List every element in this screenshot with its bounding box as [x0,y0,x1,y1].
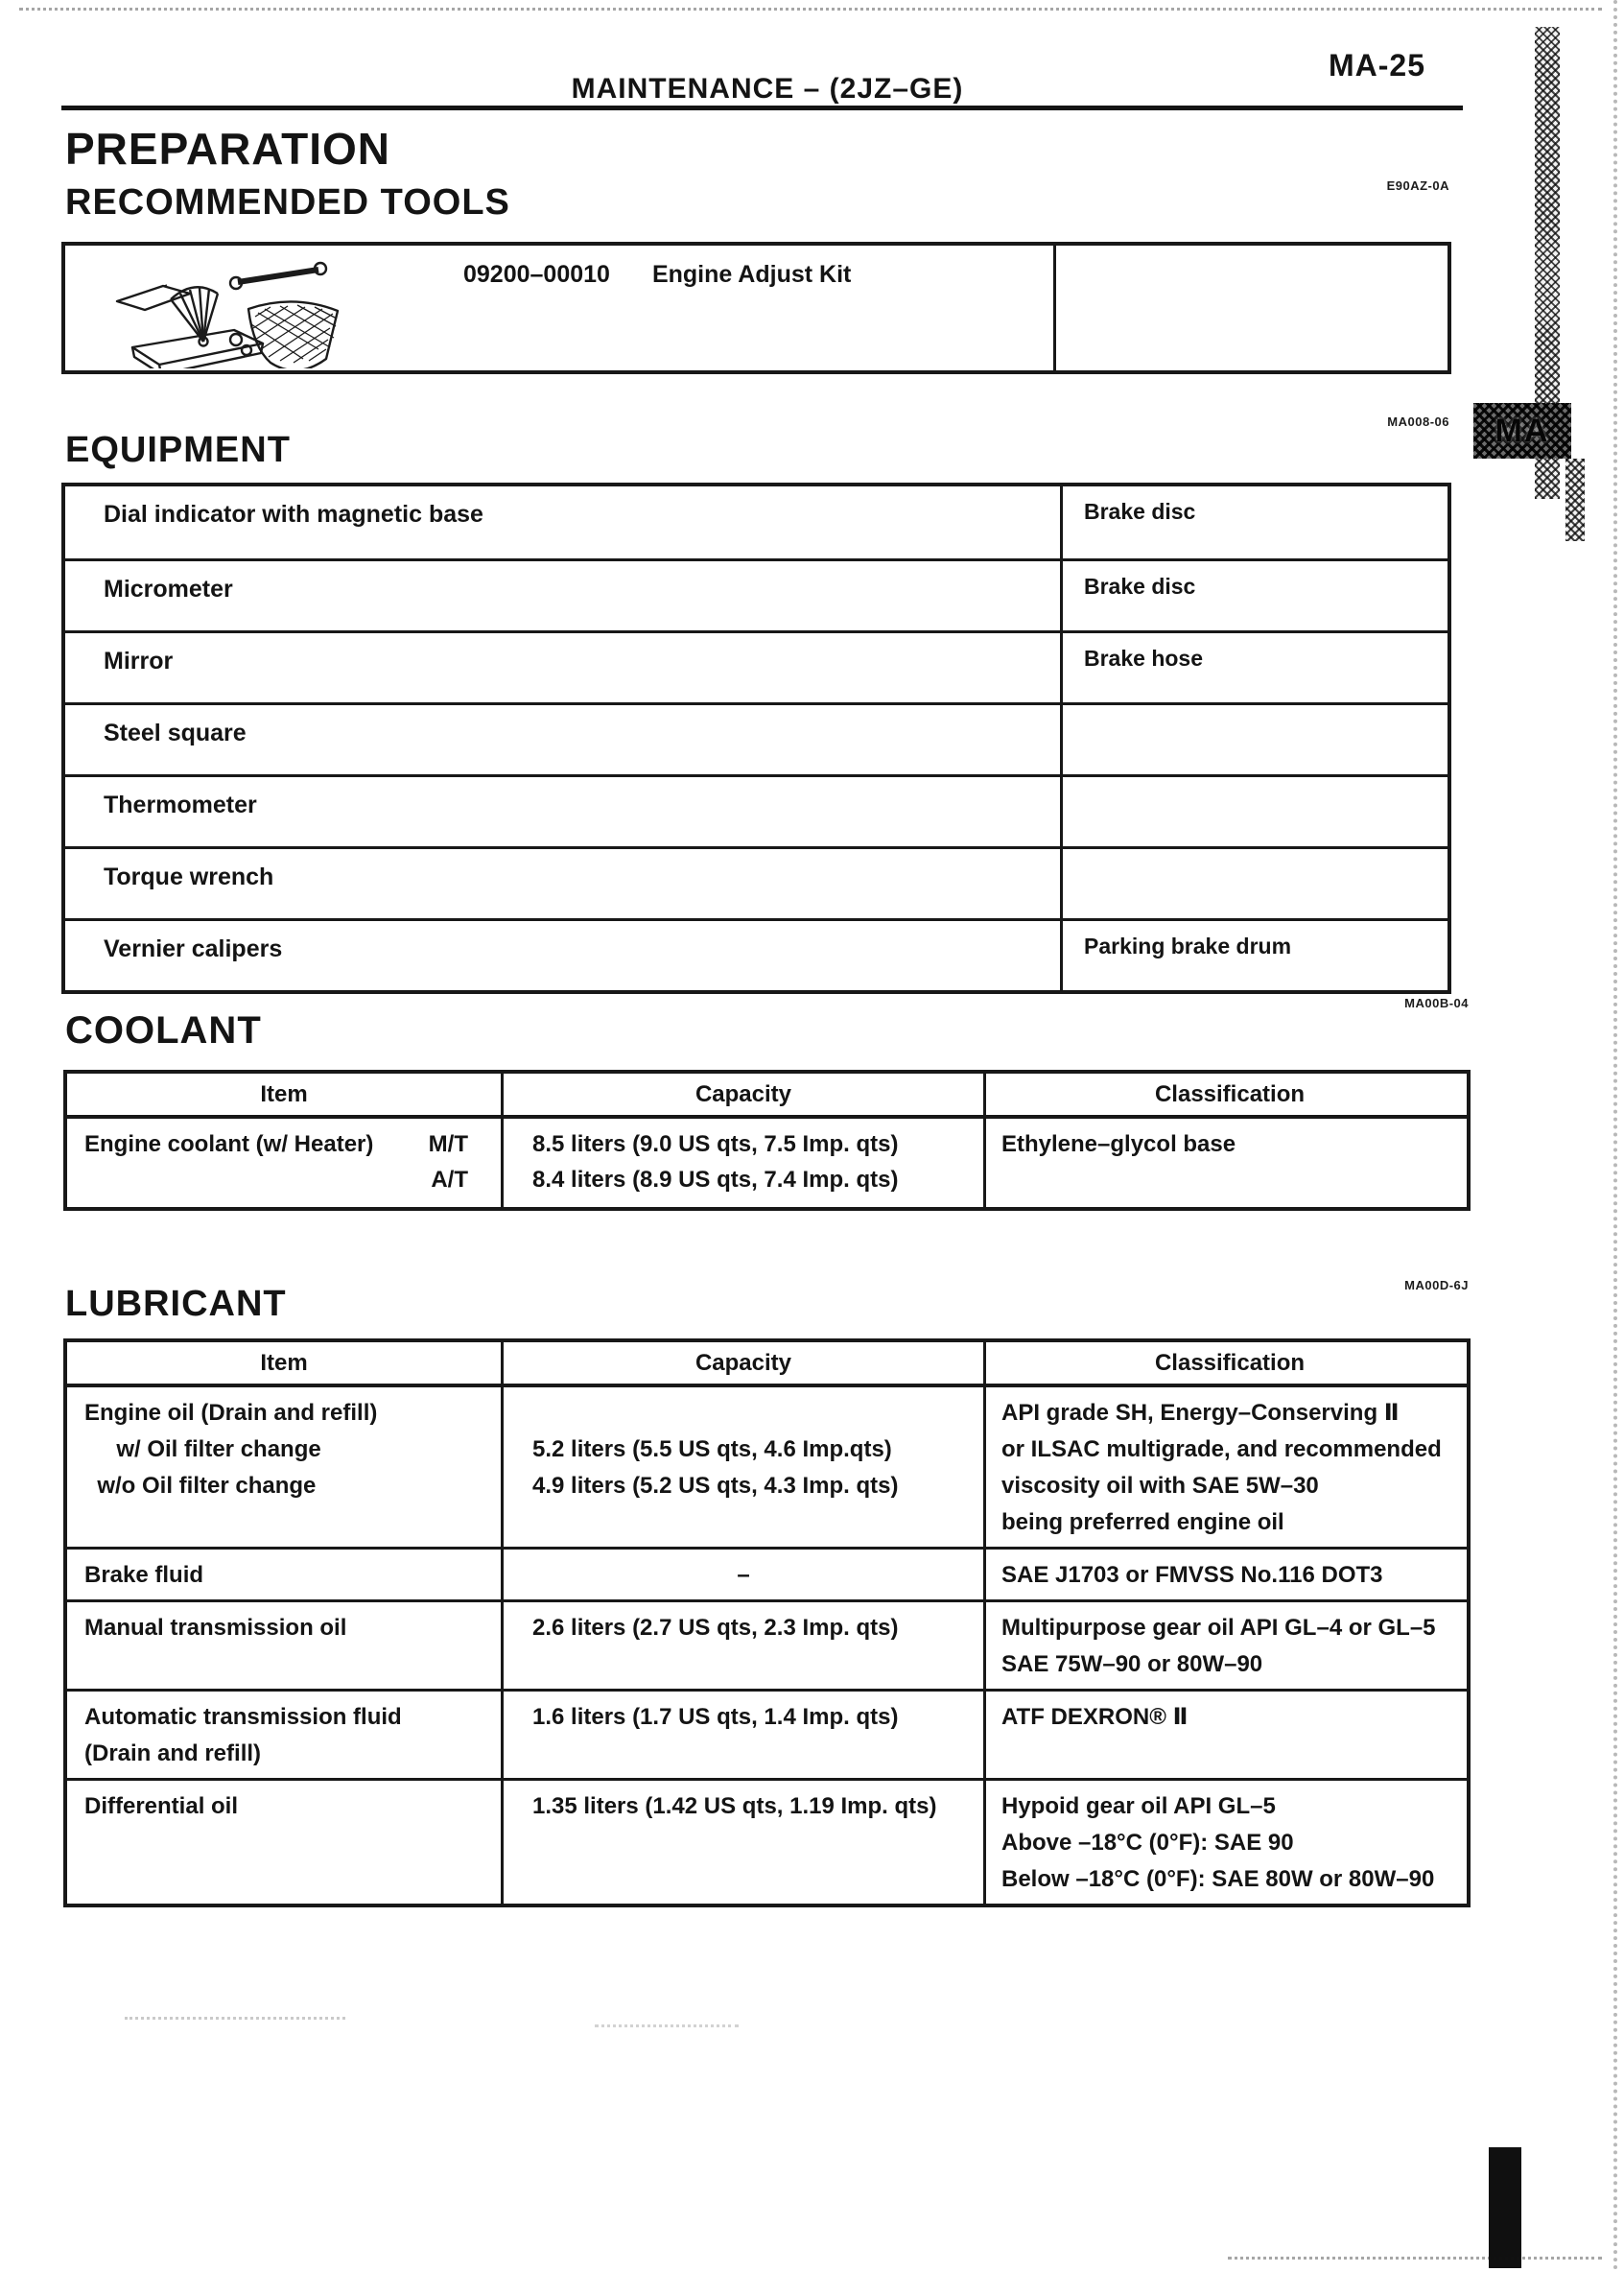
tool-part-number: 09200–00010 [463,261,610,288]
equipment-use: Brake disc [1060,486,1447,558]
coolant-item: Engine coolant (w/ Heater) [84,1131,374,1157]
equipment-use [1060,777,1447,846]
lubricant-table [63,1338,1471,1907]
column-header-classification: Classification [983,1074,1473,1115]
equipment-item: Steel square [104,720,247,746]
cell-line: Engine oil (Drain and refill) [84,1400,378,1426]
cell-line: SAE 75W–90 or 80W–90 [1001,1651,1263,1677]
lubricant-capacity-cell [501,1550,983,1599]
lubricant-capacity-cell [501,1387,983,1547]
binding-texture-below-tab [1565,459,1585,541]
coolant-heading: COOLANT [65,1009,262,1052]
equipment-use: Brake disc [1060,561,1447,630]
column-header-item: Item [260,1350,308,1376]
lubricant-capacity-cell [501,1692,983,1778]
table-row [65,774,1447,846]
cell-line: or ILSAC multigrade, and recommended [1001,1436,1442,1462]
page-title: MAINTENANCE – (2JZ–GE) [571,73,964,105]
cell-line: (Drain and refill) [84,1740,262,1766]
cell-line: 1.35 liters (1.42 US qts, 1.19 Imp. qts) [532,1793,937,1819]
equipment-item: Mirror [104,648,174,674]
coolant-variant-at: A/T [431,1167,468,1193]
tools-table-divider [1053,246,1056,370]
tool-name: Engine Adjust Kit [651,261,852,288]
lubricant-classification-cell [983,1602,1473,1689]
lubricant-classification-cell [983,1692,1473,1778]
cell-line: – [737,1562,750,1588]
cell-line: 5.2 liters (5.5 US qts, 4.6 Imp.qts) [532,1436,892,1462]
coolant-section-code: MA00B-04 [1404,996,1469,1010]
table-row [67,1778,1467,1904]
equipment-item: Vernier calipers [104,935,283,962]
table-row [67,1387,1467,1547]
cell-line: 2.6 liters (2.7 US qts, 2.3 Imp. qts) [532,1615,899,1641]
cell-line: 4.9 liters (5.2 US qts, 4.3 Imp. qts) [532,1473,899,1499]
table-row [65,630,1447,702]
header-rule [61,106,1463,110]
cell-line: Manual transmission oil [84,1615,347,1641]
cell-line: w/o Oil filter change [84,1473,317,1499]
thumb-tab-label: MA [1495,412,1550,449]
cell-line: Hypoid gear oil API GL–5 [1001,1793,1276,1819]
coolant-capacity-at: 8.4 liters (8.9 US qts, 7.4 Imp. qts) [532,1167,899,1193]
right-edge-speckle [1613,0,1617,2272]
equipment-item: Dial indicator with magnetic base [104,501,483,528]
top-edge-speckle [19,8,1602,11]
equipment-table [61,483,1451,994]
coolant-table [63,1070,1471,1211]
coolant-item-cell [67,1119,501,1207]
coolant-table-body [67,1119,1467,1207]
cell-line [532,1395,983,1432]
equipment-use [1060,705,1447,774]
equipment-item: Thermometer [104,792,257,818]
equipment-heading: EQUIPMENT [65,430,291,470]
cell-line: Below –18°C (0°F): SAE 80W or 80W–90 [1001,1866,1435,1892]
table-row [65,558,1447,630]
table-row [67,1599,1467,1689]
cell-line: w/ Oil filter change [84,1436,321,1462]
coolant-variant-mt: M/T [428,1131,468,1157]
lubricant-classification-cell [983,1550,1473,1599]
lower-speckle-left [125,2017,345,2020]
equipment-use: Parking brake drum [1060,921,1447,990]
cell-line: Above –18°C (0°F): SAE 90 [1001,1830,1294,1856]
cell-line: Differential oil [84,1793,239,1819]
cell-line: Brake fluid [84,1562,204,1588]
recommended-tools-heading: RECOMMENDED TOOLS [65,182,510,223]
column-header-item: Item [260,1081,308,1107]
coolant-table-header [67,1074,1467,1119]
column-header-capacity: Capacity [501,1074,983,1115]
equipment-use [1060,849,1447,918]
engine-adjust-kit-illustration [92,253,389,368]
equipment-item: Torque wrench [104,864,274,890]
lubricant-classification-cell [983,1781,1473,1904]
lubricant-classification-cell [983,1387,1473,1547]
lubricant-item-cell [67,1550,501,1599]
table-row [67,1547,1467,1599]
table-row [65,918,1447,990]
cell-line: API grade SH, Energy–Conserving Ⅱ [1001,1400,1400,1426]
coolant-capacity-cell [501,1119,983,1207]
equipment-item: Micrometer [104,576,233,603]
coolant-classification-cell [983,1119,1473,1207]
tools-section-code: E90AZ-0A [1386,178,1449,193]
table-row [65,486,1447,558]
bottom-edge-speckle [1228,2257,1602,2260]
cell-line: viscosity oil with SAE 5W–30 [1001,1473,1319,1499]
cell-line: being preferred engine oil [1001,1509,1284,1535]
lubricant-table-header [67,1342,1467,1387]
bottom-right-binding-mark [1489,2147,1521,2268]
recommended-tools-table [61,242,1451,374]
coolant-classification: Ethylene–glycol base [1001,1131,1236,1157]
coolant-capacity-mt: 8.5 liters (9.0 US qts, 7.5 Imp. qts) [532,1131,899,1157]
column-header-capacity: Capacity [501,1342,983,1384]
lubricant-heading: LUBRICANT [65,1284,287,1324]
table-row [65,702,1447,774]
lubricant-item-cell [67,1387,501,1547]
lubricant-item-cell [67,1602,501,1689]
column-header-classification: Classification [983,1342,1473,1384]
lubricant-table-body [67,1387,1467,1904]
cell-line: Automatic transmission fluid [84,1704,402,1730]
cell-line: SAE J1703 or FMVSS No.116 DOT3 [1001,1562,1383,1588]
lubricant-item-cell [67,1781,501,1904]
equipment-section-code: MA008-06 [1387,414,1449,429]
lubricant-capacity-cell [501,1781,983,1904]
cell-line: 1.6 liters (1.7 US qts, 1.4 Imp. qts) [532,1704,899,1730]
equipment-use: Brake hose [1060,633,1447,702]
lower-speckle-center [595,2024,739,2027]
cell-line: ATF DEXRON® Ⅱ [1001,1704,1189,1730]
section-thumb-tab [1473,403,1571,459]
page-number: MA-25 [1329,48,1426,83]
lubricant-item-cell [67,1692,501,1778]
table-row [67,1689,1467,1778]
table-row [65,846,1447,918]
cell-line: Multipurpose gear oil API GL–4 or GL–5 [1001,1615,1436,1641]
lubricant-section-code: MA00D-6J [1404,1278,1469,1292]
preparation-heading: PREPARATION [65,124,390,174]
lubricant-capacity-cell [501,1602,983,1689]
